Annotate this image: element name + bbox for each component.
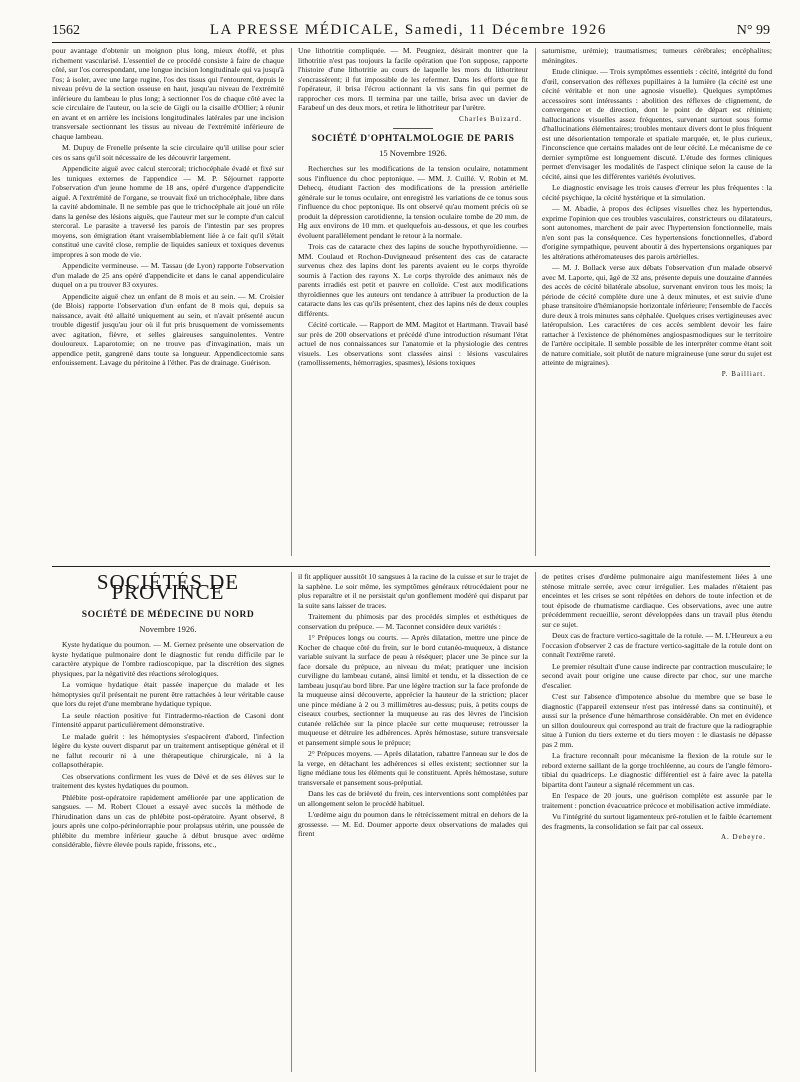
- paragraph: En l'espace de 20 jours, une guérison complète est assurée par le traitement : ponction évacuatrice précoce et mobilisation active immédiate.: [542, 791, 772, 810]
- paragraph: Cécité corticale. — Rapport de MM. Magitot et Hartmann. Travail basé sur près de 200 observations et précédé d'une introduction résumant l'état actuel de nos connaissances sur l'anatomie et la physiologie des centres visuels. Les observations sont classées ainsi : lésions vasculaires (ramollissements, hémorragies, spasmes), lésions toxiques: [298, 320, 528, 367]
- paragraph: La seule réaction positive fut l'intradermo-réaction de Casoni dont l'intensité apparut particulièrement démonstrative.: [52, 710, 284, 729]
- paragraph: Ces observations confirment les vues de Dévé et de ses élèves sur le traitement des kystes hydatiques du poumon.: [52, 771, 284, 790]
- column-1-upper: [52, 46, 284, 556]
- paragraph: La fracture reconnaît pour mécanisme la flexion de la rotule sur le rebord externe saillant de la gorge trochléenne, au cours de l'angle fémoro-tibial du quadriceps. Le diagnostic différentiel est à faire avec la patella bipartita dont l'auteur a signalé récemment un cas.: [542, 751, 772, 789]
- paragraph: 1° Prépuces longs ou courts. — Après dilatation, mettre une pince de Kocher de chaque côté du frein, sur le bord cutanéo-muqueux, à distance variable suivant la surface de peau à réséquer; placer une 3e pince sur la face dorsale du prépuce, au niveau du méat; pratiquer une incision curviligne du lambeau cutané, ainsi limité et tendu, et la dissection de ce lambeau jusqu'au bord libre. Par une légère traction sur la face profonde de la muqueuse ainsi découverte, apprécier la hauteur de la striction; placer une pince médiane à 2 ou 3 millimètres au-dessus; puis, à petits coups de ciseaux courbes, sectionner la muqueuse au ras des lèvres de l'incision cutanée relâchée sur la pince placée sur cette muqueuse; retrousser la muqueuse et détruire les adhérences. Après hémostase, suture transversale et pansement simple sous le prépuce;: [298, 633, 528, 747]
- column-2-upper: [298, 46, 528, 558]
- signature-bailliart: P. Bailliart.: [721, 369, 766, 378]
- column-2-lower: [298, 572, 528, 1072]
- page-header: [52, 22, 770, 44]
- paragraph: C'est sur l'absence d'impotence absolue du membre que se base le diagnostic (l'appareil extenseur n'est pas intéressé dans sa continuité), et aussi sur la présence d'une hémarthrose considérable. On met en évidence un sillon douloureux qui correspond au trait de fracture que la radiographie situe à l'union du tiers externe et du tiers moyen : le diastasis ne dépasse pas 2 mm.: [542, 692, 772, 749]
- column-divider: [291, 572, 292, 1072]
- column-divider: [535, 572, 536, 1072]
- journal-title: LA PRESSE MÉDICALE, Samedi, 11 Décembre 1926: [209, 22, 607, 38]
- paragraph: Deux cas de fracture vertico-sagittale de la rotule. — M. L'Heureux a eu l'occasion d'observer 2 cas de fracture vertico-sagittale de la rotule dont on connaît l'extrême rareté.: [542, 631, 772, 659]
- issue-number: N° 99: [736, 23, 770, 38]
- paragraph: Le diagnostic envisage les trois causes d'erreur les plus fréquentes : la cécité psychique, la cécité hystérique et la simulation.: [542, 183, 772, 202]
- paragraph: — M. Abadie, à propos des éclipses visuelles chez les hypertendus, exprime l'opinion que ces troubles vasculaires, constricteurs ou dilatateurs, sont autonomes, marchent de pair avec l'hypertension fonctionnelle, mais n'en sont pas la conséquence. Ces hypertensions fonctionnelles, d'abord d'origine sympathique, peuvent aboutir à des hypertensions organiques par les altérations athéromateuses des parois artérielles.: [542, 204, 772, 261]
- society-title-nord: SOCIÉTÉ DE MÉDECINE DU NORD: [81, 610, 255, 620]
- paragraph: Le premier résultait d'une cause indirecte par contraction musculaire; le second avait pour origine une cause directe par choc, sur une marche d'escalier.: [542, 661, 772, 690]
- province-heading: SOCIÉTÉS DE PROVINCE: [96, 572, 240, 604]
- paragraph: Traitement du phimosis par des procédés simples et esthétiques de conservation du prépuce. — M. Taconnet considère deux variétés :: [298, 612, 528, 631]
- paragraph: 2° Prépuces moyens. — Après dilatation, rabattre l'anneau sur le dos de la verge, en détachant les adhérences si elles existent; sectionner sur la ligne médiane tous les éléments qui le constituent. Après hémostase, suture transversale et pansement sous-préputial.: [298, 749, 528, 787]
- society-date: 15 Novembre 1926.: [379, 147, 447, 158]
- header-rule: [52, 42, 770, 43]
- column-3-upper: [542, 46, 772, 558]
- paragraph: Recherches sur les modifications de la tension oculaire, notamment sous l'influence du choc peptonique. — MM. J. Cuillé. V. Robin et M. Dehecq, étudiant l'action des modifications de la pression artérielle générale sur le tonus oculaire, ont enregistré les variations de ce tonus sous l'influence du choc peptonique. Ils ont observé qu'au moment précis où se produit la dépression carotidienne, la tension oculaire tombe de 20 mm. de Hg aux environs de 10 mm. et quelquefois au-dessous, et que les courbes évoluent parallèlement pendant le retour à la normale.: [298, 164, 528, 240]
- paragraph: L'œdème aigu du poumon dans le rétrécissement mitral en dehors de la grossesse. — M. Ed. Doumer apporte deux observations de malades qui firent: [298, 810, 528, 838]
- paragraph: Vu l'intégrité du surtout ligamenteux pré-rotulien et le faible écartement des fragments, la consolidation se fait par cal osseux.: [542, 812, 772, 831]
- society-date: Novembre 1926.: [139, 623, 197, 634]
- paragraph: Dans les cas de brièveté du frein, ces interventions sont complétées par un allongement selon le procédé habituel.: [298, 789, 528, 808]
- column-divider: [291, 48, 292, 556]
- paragraph: Appendicite aiguë chez un enfant de 8 mois et au sein. — M. Croisier (de Blois) rapporte l'observation d'un enfant de 8 mois qui, depuis sa naissance, avait été allaité uniquement au sein, et n'avait présenté aucun trouble digestif jusqu'au jour où il fut pris brusquement de vomissements avec agitation, fièvre, et selles glaireuses sanguinolentes. Ventre douloureux. Laparotomie; on ne trouve pas d'invagination, mais un appendice petit, gangrené dans toute sa longueur. Appendicectomie sans enfouissement. Lavage du péritoine à l'éther. Pas de drainage. Guérison.: [52, 291, 284, 367]
- society-title-ophthalmology: SOCIÉTÉ D'OPHTALMOLOGIE DE PARIS: [311, 134, 515, 144]
- column-1-lower: [52, 572, 284, 1072]
- signature-debeyre: A. Debeyre.: [720, 833, 766, 841]
- paragraph: pour avantage d'obtenir un moignon plus long, mieux étoffé, et plus richement vascularisé. L'essentiel de ce procédé consiste à faire de chaque côté, sur l'os correspondant, une longue incision longitudinale qui va jusqu'à l'os; à isoler, avec une large rugine, l'os des tissus qui l'entourent, depuis le niveau prévu de la section osseuse en haut, jusqu'au niveau de l'extrémité inférieure du lambeau le plus long; à sectionner l'os de chaque côté avec la scie circulaire de l'auteur, ou la scie de Gigli ou la cisaille d'Ollier; à réunir en avant et en arrière les incisions longitudinales latérales par une incision transversale sectionnant les tissus au niveau de l'extrémité inférieure de chaque lambeau.: [52, 46, 284, 141]
- paragraph: de petites crises d'œdème pulmonaire aigu manifestement liées à une sténose mitrale serrée, avec cœur irrégulier. Les malades n'étaient pas enceintes et les crises se sont répétées en dehors de toute infection et de tout épisode de rhumatisme cardiaque. Ces observations, avec une autre précédemment recueillie, seront développées dans un travail plus étendu sur ce sujet.: [542, 572, 772, 629]
- paragraph: Trois cas de cataracte chez des lapins de souche hypothyroïdienne. — MM. Coulaud et Rochon-Duvigneaud présentent des cas de cataracte survenus chez des lapins dont les parents avaient eu le corps thyroïde soumis à l'action des rayons X. Le corps thyroïde des animaux nés de parents irradiés est petit et pauvre en colloïde. C'est aux modifications thyroïdiennes que les auteurs ont tendance à attribuer la production de la cataracte dans les cas qu'ils présentent, chez des lapins nés de deux couples différents.: [298, 242, 528, 318]
- paragraph: Phlébite post-opératoire rapidement améliorée par une application de sangsues. — M. Robert Clouet a essayé avec succès la méthode de l'hirudination dans un cas de phlébite post-opératoire. Ayant observé, 8 jours après une colpo-périnéorraphie pour prolapsus utérin, une poussée de phlébite du membre inférieur gauche à début brusque avec œdème considérable, fièvre élevée pouls rapide, frissons, etc.,: [52, 792, 284, 849]
- column-3-lower: [542, 572, 772, 1072]
- signature-buizard: Charles Buizard.: [458, 114, 522, 123]
- paragraph: Etude clinique. — Trois symptômes essentiels : cécité, intégrité du fond d'œil, conservation des réflexes pupillaires à la lumière (la cécité est une cécité véritable et non une agnosie visuelle). Quelques symptômes accessoires sont intéressants : abolition des réflexes de clignement, de convergence et de direction, dont le point de départ est rétinien; hallucinations visuelles assez fréquentes, survenant surtout sous forme d'hallucinations élémentaires; troubles mentaux divers dont le plus fréquent est une désorientation temporale et spatiale marquée, et, le plus curieux, l'inconscience que certains malades ont de leur cécité. Le mécanisme de ce dernier symptôme est longuement discuté. L'étude des formes cliniques permet d'envisager les modalités de l'aspect clinique selon la cause de la cécité, ainsi que les différentes variétés évolutives.: [542, 67, 772, 181]
- paragraph: La vomique hydatique était passée inaperçue du malade et les hémoptysies qu'il présentait ne purent être rattachées à leur véritable cause que lors du rejet d'une membrane hydatique typique.: [52, 680, 284, 708]
- paragraph: Appendicite aiguë avec calcul stercoral; trichocéphale évadé et fixé sur les tuniques externes de l'appendice — M. P. Séjournet rapporte l'observation d'un jeune homme de 18 ans, opéré d'urgence d'appendicite aiguë. A l'extrémité de l'organe, se trouvait fixé un trichocéphale, libre dans la cavité abdominale. Il ne semble pas que le trichocéphale ait joué un rôle dans la genèse des lésions aiguës, que l'auteur met sur le compte d'un calcul stercoral. Le parasite a traversé les parois de l'intestin par ses propres moyens, son émigration étant vraisemblablement liée à ce fait qu'il s'était constitué une cavité close, remplie de liquides sanieux et toxiques devenus impropres à son mode de vie.: [52, 164, 284, 259]
- paragraph: saturnisme, urémie); traumatismes; tumeurs cérébrales; encéphalites; méningites.: [542, 46, 772, 65]
- paragraph: Appendicite vermineuse. — M. Tassau (de Lyon) rapporte l'observation d'un malade de 25 ans opéré d'appendicite et dans le canal appendiculaire duquel on a pu trouver 83 oxyures.: [52, 261, 284, 289]
- paragraph: M. Dupuy de Frenelle présente la scie circulaire qu'il utilise pour scier ces os sans qu'il soit nécessaire de les découvrir largement.: [52, 143, 284, 162]
- section-rule-full: [52, 566, 770, 567]
- column-divider: [535, 48, 536, 556]
- paragraph: Le malade guérit : les hémoptysies s'espacèrent d'abord, l'infection légère du kyste ouvert disparut par un traitement antiseptique général et il ne fallut recourir ni à une thérapeutique chirurgicale, ni à la collapsothérapie.: [52, 731, 284, 769]
- paragraph: Kyste hydatique du poumon. — M. Gernez présente une observation de kyste hydatique pulmonaire dont le diagnostic fut rendu difficile par le caractère atypique de l'ombre radioscopique, par la discrétion des signes physiques, par la négativité des réactions sérologiques.: [52, 640, 284, 678]
- paragraph: — M. J. Bollack verse aux débats l'observation d'un malade observé avec M. Laporte, qui, âgé de 32 ans, présente depuis une douzaine d'années des accès de cécité bilatérale absolue, survenant environ tous les mois; la période de cécité complète dure une à deux minutes, et est suivie d'une phase transitoire d'hémianopsie horizontale inférieure; l'ensemble de l'accès dure deux à trois minutes sans céphalée. Quelques crises vertigineuses avec latéropulsion. Les caractères de ces accès semblent devoir les faire rattacher à l'existence de phénomènes angiospasmodiques sur le territoire de l'artère occipitale. Il semble possible de les interpréter comme étant soit de nature comitiale, soit plutôt de nature migraineuse (une sœur du sujet est atteinte de migraines).: [542, 263, 772, 367]
- paragraph: il fit appliquer aussitôt 10 sangsues à la racine de la cuisse et sur le trajet de la saphène. Le soir même, les symptômes généraux rétrocédaient pour ne plus reparaître et il ne persistait qu'un gonflement modéré qui disparut par la suite sans laisser de traces.: [298, 572, 528, 610]
- paragraph: Une lithotritie compliquée. — M. Peugniez, désirait montrer que la lithotritie n'est pas toujours la facile opération que l'on suppose, rapporte l'histoire d'une lithotritie au cours de laquelle les mors du lithotriteur s'encrassèrent; il fut impossible de les refermer. Dans les efforts que fit l'opérateur, il brisa l'écrou actionnant la vis sans fin qui permet de rapprocher ces mors. Il termina par une taille, brisa avec un davier de Farabeuf un des deux mors, et retira le lithotriteur par l'urètre.: [298, 46, 528, 112]
- page-number: 1562: [52, 23, 80, 38]
- section-rule: [393, 128, 433, 129]
